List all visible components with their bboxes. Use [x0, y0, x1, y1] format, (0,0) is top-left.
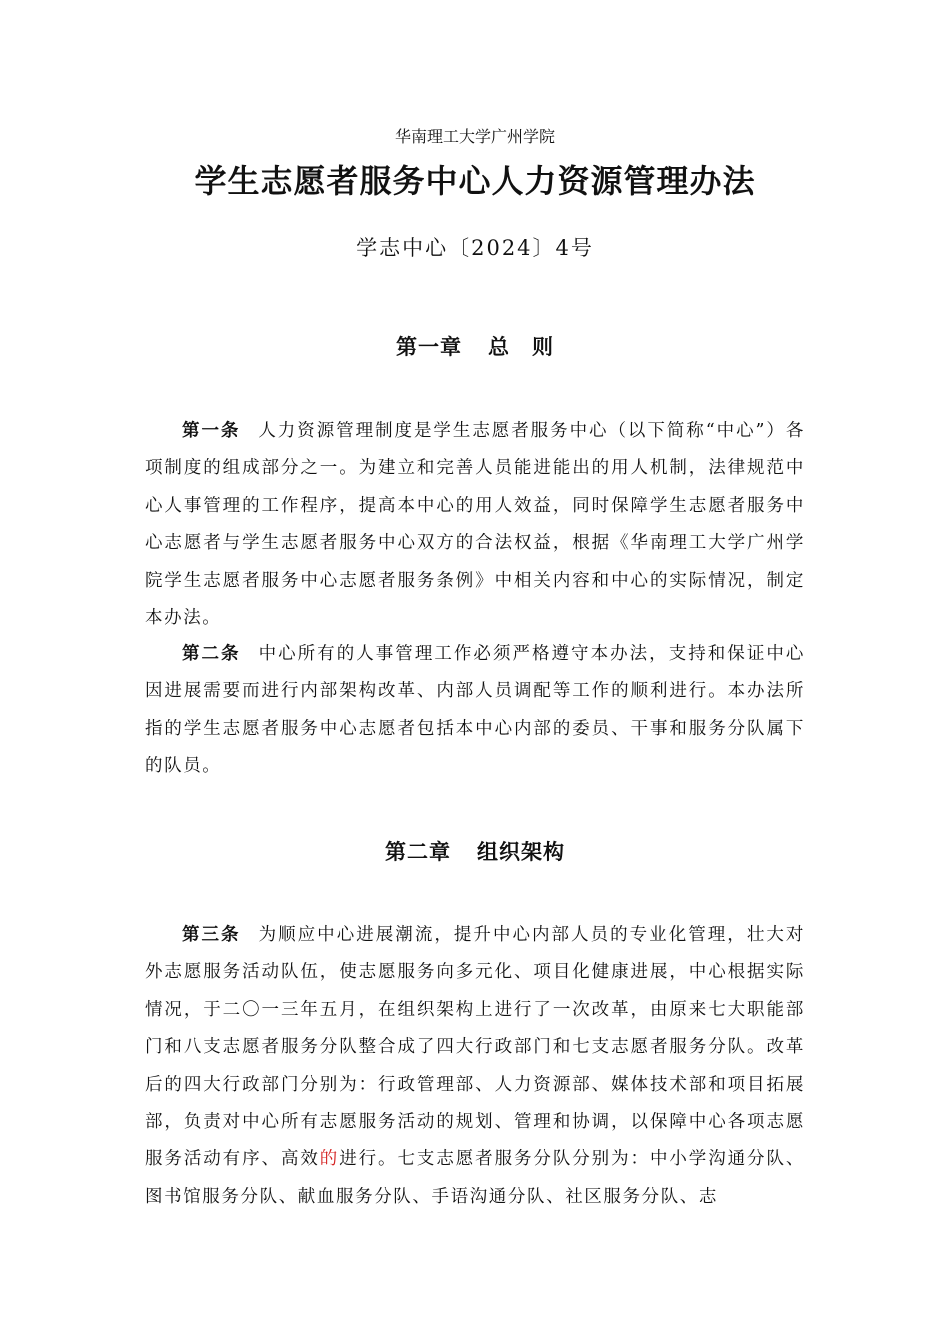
- chapter-name: 组织架构: [477, 840, 565, 864]
- document-number: 学志中心〔2024〕4号: [356, 236, 594, 260]
- document-title: 学生志愿者服务中心人力资源管理办法: [194, 162, 756, 200]
- institution-name: 华南理工大学广州学院: [394, 127, 555, 146]
- chapter-number: 第二章: [385, 840, 451, 864]
- article-label: 第三条: [182, 925, 241, 945]
- article-label: 第二条: [182, 644, 241, 664]
- article-3: [145, 917, 805, 1216]
- chapter-heading-2: [0, 836, 950, 866]
- article-text: 中心所有的人事管理工作必须严格遵守本办法，支持和保证中心因进展需要而进行内部架构改革、内部人员调配等工作的顺利进行。本办法所指的学生志愿者服务中心志愿者包括本中心内部的委员、干事和服务分队属下的队员。: [145, 644, 805, 777]
- article-label: 第一条: [182, 421, 241, 441]
- chapter-heading-1: [0, 331, 950, 361]
- chapter-name: 总 则: [488, 335, 554, 359]
- article-text: 人力资源管理制度是学生志愿者服务中心（以下简称“中心”）各项制度的组成部分之一。为建立和完善人员能进能出的用人机制，法律规范中心人事管理的工作程序，提高本中心的用人效益，同时保障学生志愿者服务中心志愿者与学生志愿者服务中心双方的合法权益，根据《华南理工大学广州学院学生志愿者服务中心志愿者服务条例》中相关内容和中心的实际情况，制定本办法。: [145, 421, 805, 629]
- article-2: [145, 636, 805, 786]
- chapter-number: 第一章: [396, 335, 462, 359]
- article-text: 为顺应中心进展潮流，提升中心内部人员的专业化管理，壮大对外志愿服务活动队伍，使志愿服务向多元化、项目化健康进展，中心根据实际情况，于二〇一三年五月，在组织架构上进行了一次改革，由原来七大职能部门和八支志愿者服务分队整合成了四大行政部门和七支志愿者服务分队。改革后的四大行政部门分别为：行政管理部、人力资源部、媒体技术部和项目拓展部，负责对中心所有志愿服务活动的规划、管理和协调，以保障中心各项志愿服务活动有序、高效: [145, 925, 805, 1170]
- article-1: [145, 413, 805, 637]
- article-text-continued: 进行。七支志愿者服务分队分别为：中小学沟通分队、图书馆服务分队、献血服务分队、手语沟通分队、社区服务分队、志: [145, 1149, 805, 1207]
- highlighted-char: 的: [319, 1149, 340, 1170]
